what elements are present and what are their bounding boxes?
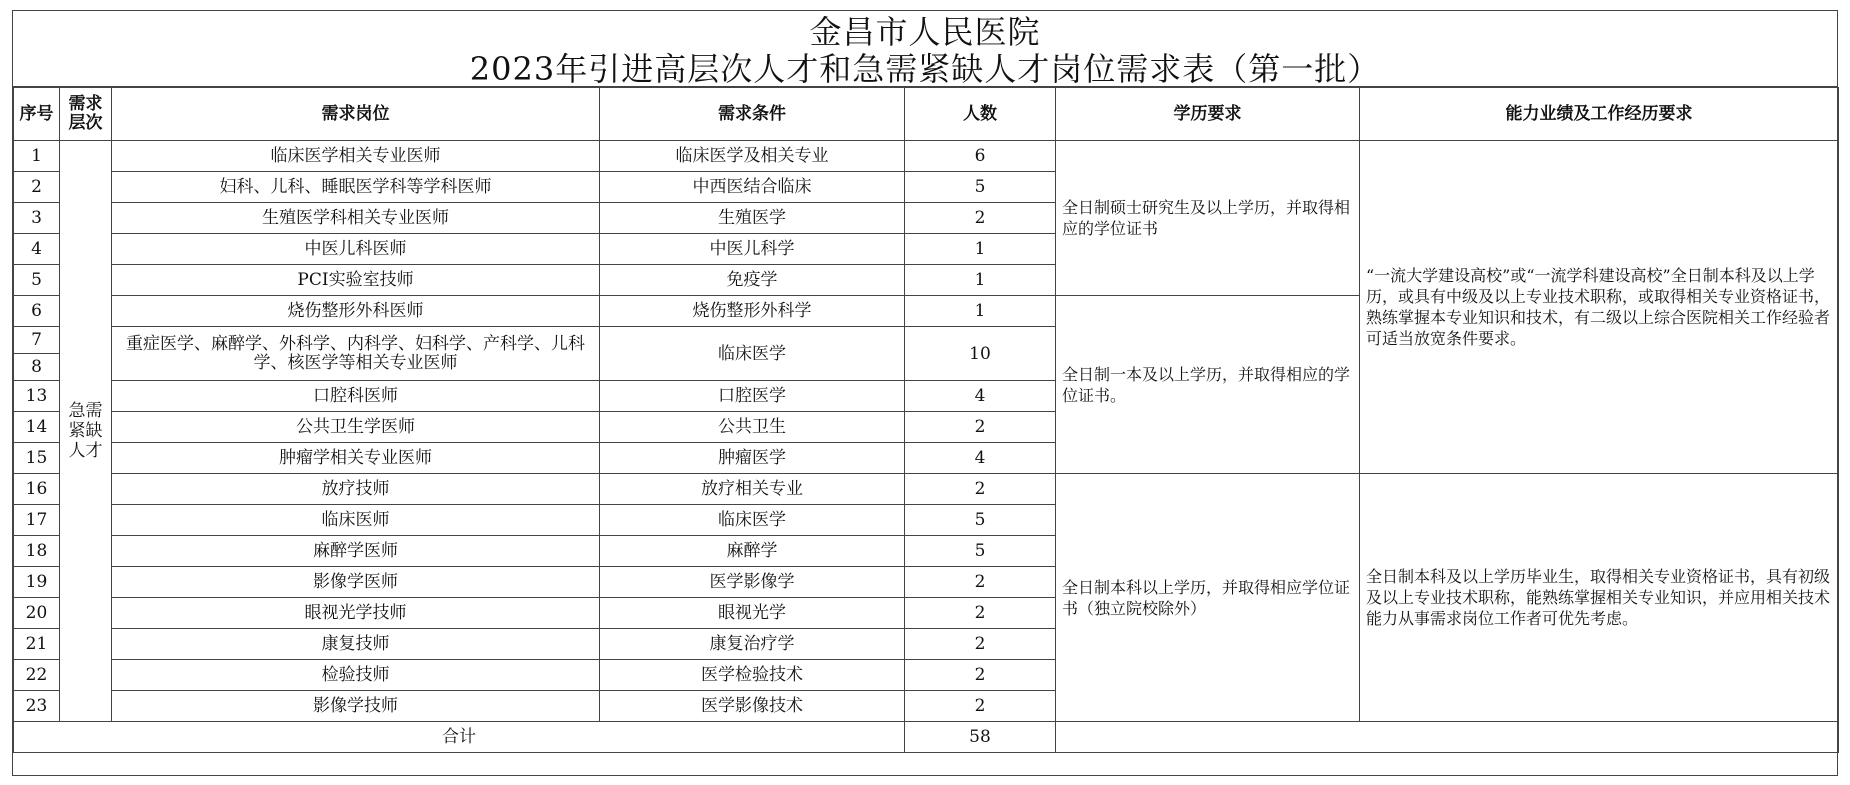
cell-seq: 1 <box>14 141 60 172</box>
position-demand-table <box>13 87 1839 753</box>
cell-seq: 20 <box>14 598 60 629</box>
cell-condition: 临床医学 <box>600 327 905 381</box>
cell-seq: 7 <box>14 327 60 354</box>
cell-condition: 烧伤整形外科学 <box>600 296 905 327</box>
cell-level: 急需紧缺人才 <box>60 141 112 722</box>
hospital-name: 金昌市人民医院 <box>809 13 1041 51</box>
header-level: 需求层次 <box>60 88 112 141</box>
cell-condition: 眼视光学 <box>600 598 905 629</box>
cell-count: 2 <box>905 203 1056 234</box>
cell-condition: 医学影像技术 <box>600 691 905 722</box>
cell-condition: 肿瘤医学 <box>600 443 905 474</box>
cell-education-group3: 全日制本科以上学历，并取得相应学位证书（独立院校除外） <box>1056 474 1360 722</box>
cell-seq: 23 <box>14 691 60 722</box>
cell-position: 临床医学相关专业医师 <box>112 141 600 172</box>
cell-position: 麻醉学医师 <box>112 536 600 567</box>
cell-position: 影像学医师 <box>112 567 600 598</box>
total-row <box>14 722 1839 753</box>
cell-condition: 临床医学及相关专业 <box>600 141 905 172</box>
cell-count: 2 <box>905 412 1056 443</box>
header-education: 学历要求 <box>1056 88 1360 141</box>
cell-condition: 中西医结合临床 <box>600 172 905 203</box>
header-position: 需求岗位 <box>112 88 600 141</box>
cell-count: 4 <box>905 443 1056 474</box>
cell-position: 重症医学、麻醉学、外科学、内科学、妇科学、产科学、儿科学、核医学等相关专业医师 <box>112 327 600 381</box>
cell-count: 4 <box>905 381 1056 412</box>
cell-position: 眼视光学技师 <box>112 598 600 629</box>
cell-count: 2 <box>905 474 1056 505</box>
cell-condition: 临床医学 <box>600 505 905 536</box>
table-row <box>14 474 1839 505</box>
header-condition: 需求条件 <box>600 88 905 141</box>
cell-condition: 医学检验技术 <box>600 660 905 691</box>
header-row <box>14 88 1839 141</box>
cell-count: 5 <box>905 505 1056 536</box>
cell-position: 康复技师 <box>112 629 600 660</box>
cell-seq: 4 <box>14 234 60 265</box>
cell-condition: 生殖医学 <box>600 203 905 234</box>
cell-count: 6 <box>905 141 1056 172</box>
cell-count: 2 <box>905 567 1056 598</box>
cell-seq: 18 <box>14 536 60 567</box>
cell-education-group2: 全日制一本及以上学历，并取得相应的学位证书。 <box>1056 296 1360 474</box>
cell-seq: 5 <box>14 265 60 296</box>
header-ability: 能力业绩及工作经历要求 <box>1360 88 1839 141</box>
table-row <box>14 141 1839 172</box>
recruitment-table-sheet <box>12 10 1838 776</box>
cell-position: 放疗技师 <box>112 474 600 505</box>
cell-count: 10 <box>905 327 1056 381</box>
cell-condition: 放疗相关专业 <box>600 474 905 505</box>
cell-condition: 麻醉学 <box>600 536 905 567</box>
cell-seq: 17 <box>14 505 60 536</box>
cell-position: 中医儿科医师 <box>112 234 600 265</box>
cell-condition: 中医儿科学 <box>600 234 905 265</box>
cell-seq: 6 <box>14 296 60 327</box>
cell-count: 2 <box>905 598 1056 629</box>
cell-condition: 免疫学 <box>600 265 905 296</box>
cell-count: 5 <box>905 172 1056 203</box>
cell-seq: 16 <box>14 474 60 505</box>
cell-count: 1 <box>905 234 1056 265</box>
cell-seq: 2 <box>14 172 60 203</box>
cell-seq: 19 <box>14 567 60 598</box>
cell-condition: 公共卫生 <box>600 412 905 443</box>
header-seq: 序号 <box>14 88 60 141</box>
cell-position: 烧伤整形外科医师 <box>112 296 600 327</box>
total-label: 合计 <box>14 722 905 753</box>
cell-position: 口腔科医师 <box>112 381 600 412</box>
cell-seq: 8 <box>14 354 60 381</box>
cell-ability-group2: 全日制本科及以上学历毕业生，取得相关专业资格证书，具有初级及以上专业技术职称，能熟练掌握相关专业知识，并应用相关技术能力从事需求岗位工作者可优先考虑。 <box>1360 474 1839 722</box>
header-count: 人数 <box>905 88 1056 141</box>
cell-position: 肿瘤学相关专业医师 <box>112 443 600 474</box>
cell-position: 公共卫生学医师 <box>112 412 600 443</box>
total-value: 58 <box>905 722 1056 753</box>
total-empty-cell <box>1056 722 1839 753</box>
cell-condition: 医学影像学 <box>600 567 905 598</box>
cell-ability-group1: “一流大学建设高校”或“一流学科建设高校”全日制本科及以上学历，或具有中级及以上专业技术职称，或取得相关专业资格证书，熟练掌握本专业知识和技术，有二级以上综合医院相关工作经验者可适当放宽条件要求。 <box>1360 141 1839 474</box>
cell-position: 检验技师 <box>112 660 600 691</box>
cell-position: PCI实验室技师 <box>112 265 600 296</box>
cell-seq: 22 <box>14 660 60 691</box>
cell-position: 生殖医学科相关专业医师 <box>112 203 600 234</box>
table-title <box>13 11 1837 87</box>
cell-position: 影像学技师 <box>112 691 600 722</box>
cell-condition: 口腔医学 <box>600 381 905 412</box>
cell-seq: 3 <box>14 203 60 234</box>
cell-position: 妇科、儿科、睡眠医学科等学科医师 <box>112 172 600 203</box>
cell-count: 5 <box>905 536 1056 567</box>
cell-seq: 21 <box>14 629 60 660</box>
cell-count: 2 <box>905 660 1056 691</box>
cell-count: 1 <box>905 265 1056 296</box>
cell-seq: 14 <box>14 412 60 443</box>
cell-position: 临床医师 <box>112 505 600 536</box>
cell-seq: 15 <box>14 443 60 474</box>
cell-condition: 康复治疗学 <box>600 629 905 660</box>
cell-count: 2 <box>905 629 1056 660</box>
table-subtitle: 2023年引进高层次人才和急需紧缺人才岗位需求表（第一批） <box>469 50 1381 88</box>
cell-seq: 13 <box>14 381 60 412</box>
cell-education-group1: 全日制硕士研究生及以上学历，并取得相应的学位证书 <box>1056 141 1360 296</box>
cell-count: 2 <box>905 691 1056 722</box>
cell-count: 1 <box>905 296 1056 327</box>
